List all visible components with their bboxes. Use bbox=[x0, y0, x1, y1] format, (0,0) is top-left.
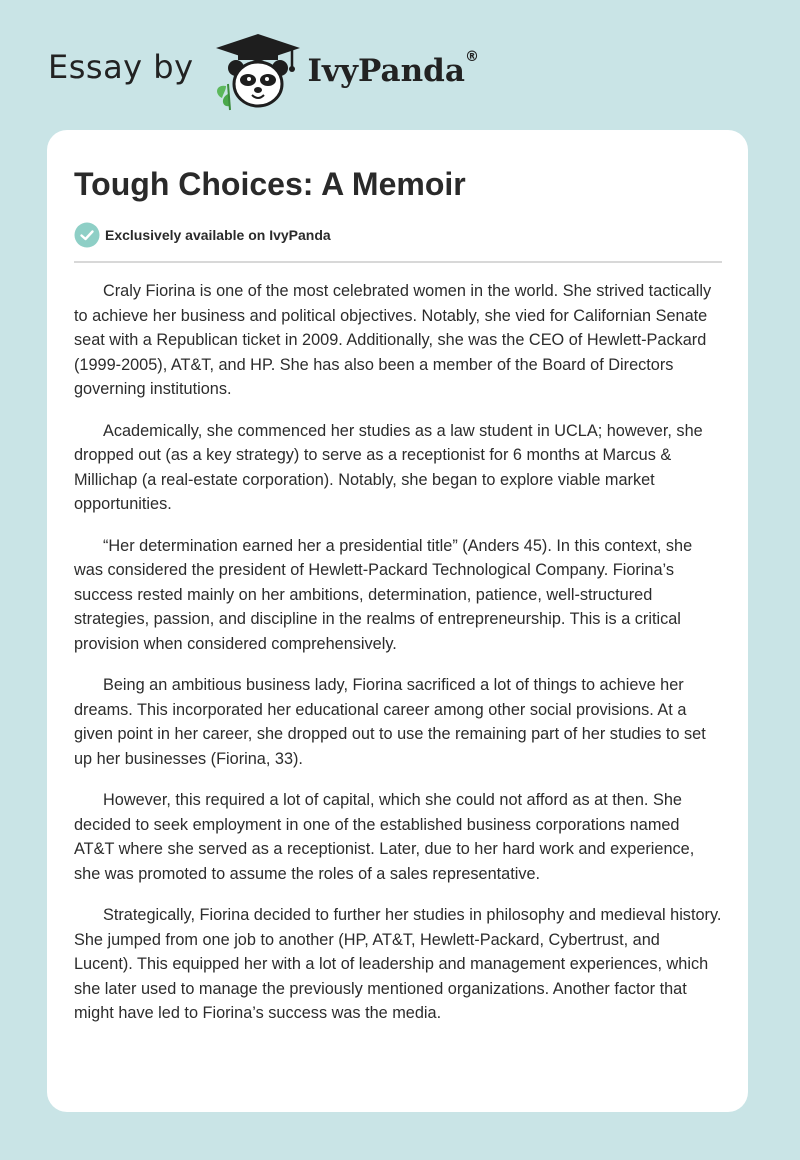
essay-paragraph: Craly Fiorina is one of the most celebrated women in the world. She strived tactically to achieve her business and political objectives. Notably, she vied for Californian Senate seat with a Republican ticket in 2009. Additionally, she was the CEO of Hewlett-Packard (1999-2005), AT&T, and HP. She has also been a member of the Board of Directors governing institutions. bbox=[74, 282, 712, 398]
essay-paragraph: “Her determination earned her a presidential title” (Anders 45). In this context, she was considered the president of Hewlett-Packard Technological Company. Fiorina’s success rested mainly on her ambitions, determination, patience, well-structured strategies, passion, and discipline in the realms of entrepreneurship. This is a critical provision when considered comprehensively. bbox=[74, 536, 693, 653]
essay-paragraph: However, this required a lot of capital, which she could not afford as at then. She decided to seek employment in one of the established business corporations named AT&T where she served as a receptionist. Later, due to her hard work and experience, she was promoted to assume the roles of a sales representative. bbox=[74, 791, 695, 883]
panda-graduate-icon[interactable] bbox=[212, 28, 304, 112]
essay-paragraph: Strategically, Fiorina decided to further her studies in philosophy and medieval history. She jumped from one job to another (HP, AT&T, Hewlett-Packard, Cybertrust, and Lucent). This equipped her with a lot of leadership and management experiences, which she later used to manage the previously mentioned organizations. Another factor that might have led to Fiorina’s success was the media. bbox=[74, 906, 722, 1022]
brand-name[interactable] bbox=[307, 49, 479, 89]
essay-paragraph: Being an ambitious business lady, Fiorina sacrificed a lot of things to achieve her dreams. This incorporated her educational career among other social provisions. At a given point in her career, she dropped out to use the remaining part of her studies to set up her businesses (Fiorina, 33). bbox=[74, 676, 706, 768]
essay-card bbox=[47, 130, 748, 1112]
essay-paragraph: Academically, she commenced her studies as a law student in UCLA; however, she dropped out (as a key strategy) to serve as a receptionist for 6 months at Marcus & Millichap (a real-estate corporation). Notably, she began to explore viable market opportunities. bbox=[74, 421, 703, 513]
essay-body bbox=[74, 279, 722, 1026]
exclusive-badge bbox=[74, 222, 722, 248]
title-divider bbox=[74, 261, 722, 263]
brand-name-text: IvyPanda bbox=[307, 53, 465, 89]
site-header bbox=[48, 28, 479, 112]
essay-by-label: Essay by bbox=[48, 48, 194, 86]
page-title: Tough Choices: A Memoir bbox=[74, 166, 466, 202]
exclusive-badge-text: Exclusively available on IvyPanda bbox=[105, 227, 331, 243]
registered-mark: ® bbox=[464, 49, 479, 65]
check-circle-icon bbox=[74, 222, 100, 248]
